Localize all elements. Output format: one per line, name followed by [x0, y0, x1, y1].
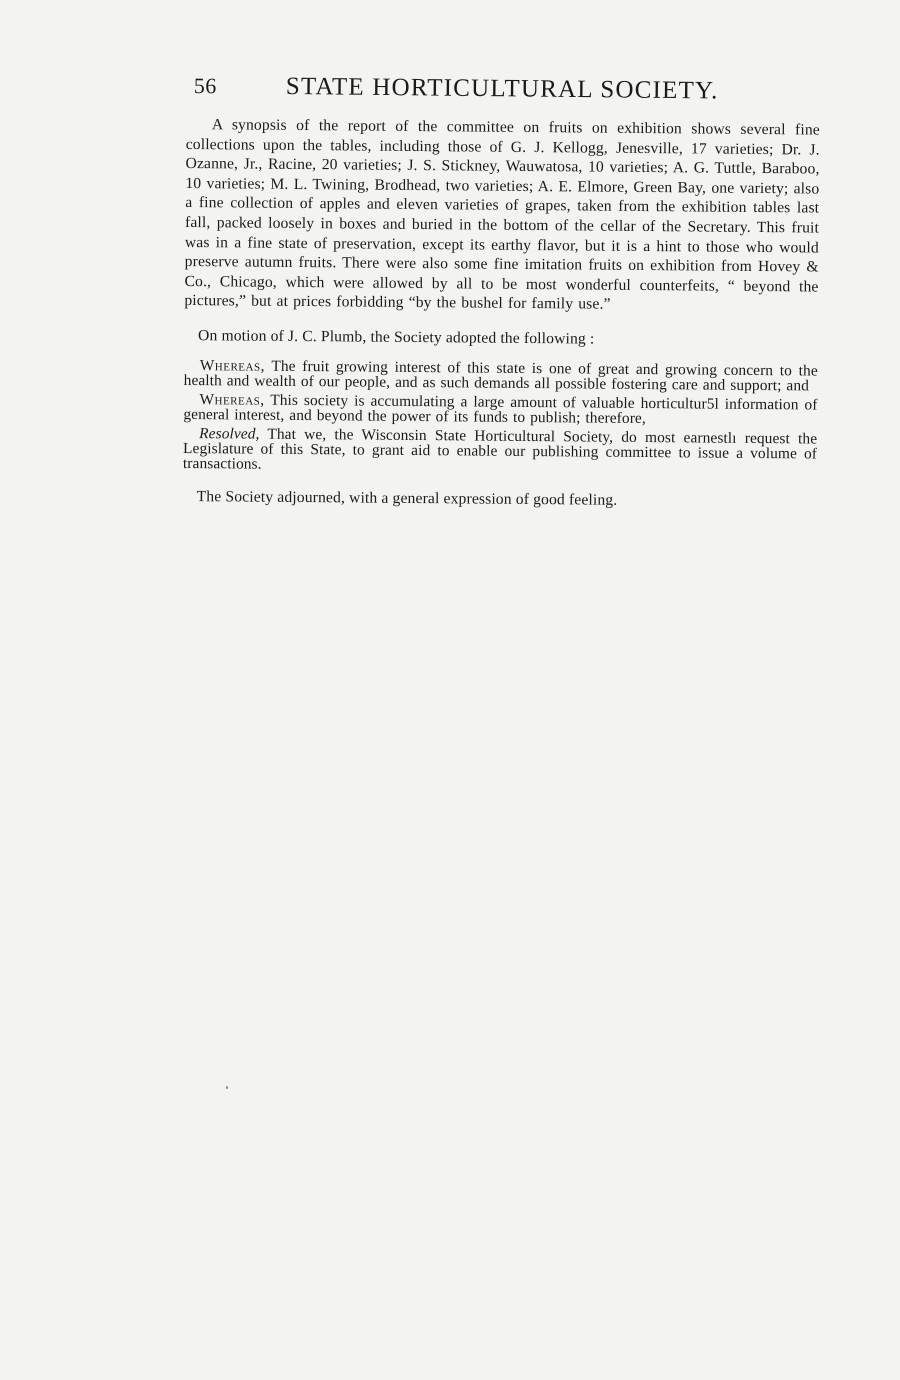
- whereas-text-2: This society is accumulating a large amount of valuable horticultur5l information of general interest, and beyond the power of its funds to publish; therefore,: [183, 391, 818, 427]
- whereas-paragraph-2: [183, 392, 817, 428]
- closing-paragraph: The Society adjourned, with a general expression of good feeling.: [196, 487, 618, 509]
- motion-paragraph: On motion of J. C. Plumb, the Society adopted the following :: [198, 327, 595, 348]
- whereas-lead-2: Whereas,: [199, 390, 265, 409]
- page-number: 56: [193, 72, 217, 99]
- whereas-paragraph-1: [184, 358, 818, 394]
- resolutions-block: [183, 358, 818, 477]
- fruit-exhibition-paragraph: A synopsis of the report of the committee on fruits on exhibition shows several fine collections upon the tables, including those of G. J. Kellogg, Jenesville, 17 varieties; Dr. J. Ozanne, Jr., Racine, 20 varieties; J. S. Stickney, Wauwatosa, 10 varieties; A. G. Tuttle, Baraboo, 10 varieties; M. L. Twining, Brodhead, two varieties; A. E. Elmore, Green Bay, one variety; also a fine collection of apples and eleven varieties of grapes, taken from the exhibition tables last fall, packed loosely in boxes and buried in the bottom of the cellar of the Secretary. This fruit was in a fine state of preservation, except its earthy flavor, but it is a hint to those who would preserve autumn fruits. There were also some fine imitation fruits on exhibition from Hovey & Co., Chicago, which were allowed by all to be most wonderful counterfeits, “ beyond the pictures,” but at prices forbidding “by the bushel for family use.”: [184, 116, 820, 314]
- resolved-paragraph: [183, 426, 817, 477]
- running-title: STATE HORTICULTURAL SOCIETY.: [285, 72, 719, 105]
- whereas-text-1: The fruit growing interest of this state is one of great and growing concern to the health and wealth of our people, and as such demands all possible fostering care and support; and: [183, 357, 818, 394]
- ink-speck: [226, 1086, 228, 1089]
- body-text: [183, 115, 820, 512]
- resolved-text: That we, the Wisconsin State Horticultural Society, do most earnestlı request the Legislature of this State, to grant aid to enable our publishing committee to issue a volume of transactions.: [182, 425, 818, 473]
- whereas-lead-1: Whereas,: [199, 356, 266, 375]
- resolved-lead: Resolved,: [199, 424, 260, 443]
- running-head: [194, 72, 754, 118]
